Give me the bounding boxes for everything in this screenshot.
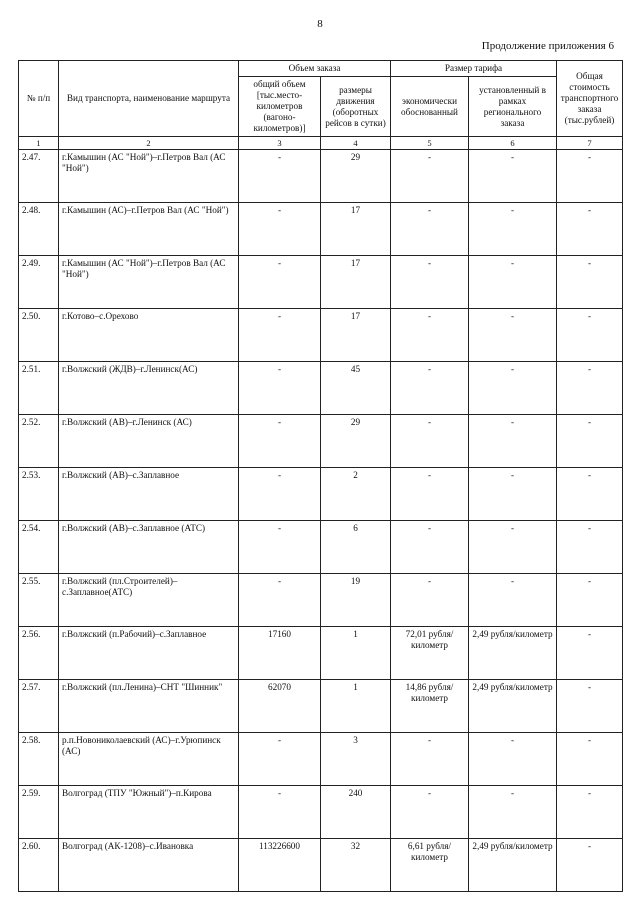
set-tariff: - [469, 362, 557, 415]
route-name: Волгоград (ТПУ "Южный")–п.Кирова [59, 786, 239, 839]
total-volume: 62070 [239, 680, 321, 733]
econ-tariff: - [391, 256, 469, 309]
total-volume: - [239, 309, 321, 362]
col-index: 7 [557, 137, 623, 150]
table-row [19, 256, 623, 309]
row-number: 2.59. [19, 786, 59, 839]
row-number: 2.50. [19, 309, 59, 362]
movement-size: 3 [321, 733, 391, 786]
header-set-tariff: установленный в рамках регионального заказа [469, 77, 557, 137]
table-row [19, 415, 623, 468]
total-volume: - [239, 150, 321, 203]
set-tariff: - [469, 733, 557, 786]
total-cost: - [557, 627, 623, 680]
movement-size: 29 [321, 150, 391, 203]
row-number: 2.58. [19, 733, 59, 786]
table-row [19, 733, 623, 786]
row-number: 2.49. [19, 256, 59, 309]
movement-size: 2 [321, 468, 391, 521]
total-cost: - [557, 680, 623, 733]
econ-tariff: - [391, 468, 469, 521]
table-body [19, 150, 623, 892]
route-name: Волгоград (АК-1208)–с.Ивановка [59, 839, 239, 892]
table-row [19, 150, 623, 203]
total-cost: - [557, 574, 623, 627]
set-tariff: - [469, 309, 557, 362]
total-volume: 17160 [239, 627, 321, 680]
movement-size: 45 [321, 362, 391, 415]
econ-tariff: - [391, 574, 469, 627]
set-tariff: - [469, 786, 557, 839]
header-tariff-group: Размер тарифа [391, 61, 557, 77]
column-index-row [19, 137, 623, 150]
total-cost: - [557, 733, 623, 786]
econ-tariff: - [391, 786, 469, 839]
table-row [19, 839, 623, 892]
header-total-volume: общий объем [тыс.место-километров (вагоно-километров)] [239, 77, 321, 137]
total-volume: - [239, 203, 321, 256]
total-volume: - [239, 786, 321, 839]
route-name: г.Волжский (АВ)–с.Заплавное (АТС) [59, 521, 239, 574]
col-index: 4 [321, 137, 391, 150]
movement-size: 17 [321, 256, 391, 309]
table-row [19, 627, 623, 680]
header-route: Вид транспорта, наименование маршрута [59, 61, 239, 137]
set-tariff: 2,49 рубля/километр [469, 839, 557, 892]
movement-size: 19 [321, 574, 391, 627]
total-volume: - [239, 256, 321, 309]
econ-tariff: - [391, 733, 469, 786]
table-row [19, 362, 623, 415]
route-name: г.Камышин (АС "Ной")–г.Петров Вал (АС "Ной") [59, 150, 239, 203]
movement-size: 6 [321, 521, 391, 574]
movement-size: 17 [321, 309, 391, 362]
transport-order-table [18, 60, 623, 892]
total-cost: - [557, 150, 623, 203]
total-cost: - [557, 786, 623, 839]
col-index: 2 [59, 137, 239, 150]
movement-size: 1 [321, 627, 391, 680]
econ-tariff: - [391, 362, 469, 415]
set-tariff: - [469, 256, 557, 309]
econ-tariff: - [391, 309, 469, 362]
table-row [19, 680, 623, 733]
table-row [19, 786, 623, 839]
total-cost: - [557, 362, 623, 415]
table-row [19, 309, 623, 362]
table-row [19, 574, 623, 627]
route-name: г.Котово–с.Орехово [59, 309, 239, 362]
route-name: г.Волжский (пл.Ленина)–СНТ "Шинник" [59, 680, 239, 733]
movement-size: 32 [321, 839, 391, 892]
header-econ-tariff: экономически обоснованный [391, 77, 469, 137]
total-cost: - [557, 839, 623, 892]
table-row [19, 203, 623, 256]
set-tariff: - [469, 150, 557, 203]
row-number: 2.56. [19, 627, 59, 680]
econ-tariff: 6,61 рубля/ километр [391, 839, 469, 892]
header-total-cost: Общая стоимость транспортного заказа (тыс.рублей) [557, 61, 623, 137]
col-index: 3 [239, 137, 321, 150]
route-name: г.Волжский (ЖДВ)–г.Ленинск(АС) [59, 362, 239, 415]
total-volume: - [239, 733, 321, 786]
route-name: г.Волжский (п.Рабочий)–с.Заплавное [59, 627, 239, 680]
table-row [19, 521, 623, 574]
set-tariff: - [469, 415, 557, 468]
row-number: 2.57. [19, 680, 59, 733]
route-name: г.Камышин (АС)–г.Петров Вал (АС "Ной") [59, 203, 239, 256]
total-cost: - [557, 468, 623, 521]
row-number: 2.52. [19, 415, 59, 468]
route-name: р.п.Новониколаевский (АС)–г.Урюпинск (АС) [59, 733, 239, 786]
row-number: 2.51. [19, 362, 59, 415]
route-name: г.Камышин (АС "Ной")–г.Петров Вал (АС "Ной") [59, 256, 239, 309]
route-name: г.Волжский (пл.Строителей)–с.Заплавное(АТС) [59, 574, 239, 627]
econ-tariff: 72,01 рубля/ километр [391, 627, 469, 680]
set-tariff: - [469, 574, 557, 627]
col-index: 1 [19, 137, 59, 150]
row-number: 2.48. [19, 203, 59, 256]
econ-tariff: - [391, 415, 469, 468]
movement-size: 1 [321, 680, 391, 733]
table-row [19, 468, 623, 521]
row-number: 2.53. [19, 468, 59, 521]
total-volume: - [239, 415, 321, 468]
set-tariff: - [469, 521, 557, 574]
econ-tariff: 14,86 рубля/ километр [391, 680, 469, 733]
row-number: 2.54. [19, 521, 59, 574]
total-cost: - [557, 203, 623, 256]
total-cost: - [557, 521, 623, 574]
appendix-continuation-title: Продолжение приложения 6 [481, 40, 614, 52]
econ-tariff: - [391, 150, 469, 203]
header-volume-group: Объем заказа [239, 61, 391, 77]
movement-size: 17 [321, 203, 391, 256]
total-volume: - [239, 468, 321, 521]
row-number: 2.55. [19, 574, 59, 627]
row-number: 2.60. [19, 839, 59, 892]
set-tariff: - [469, 203, 557, 256]
movement-size: 29 [321, 415, 391, 468]
total-volume: 113226600 [239, 839, 321, 892]
movement-size: 240 [321, 786, 391, 839]
set-tariff: 2,49 рубля/километр [469, 627, 557, 680]
page-number: 8 [317, 18, 323, 30]
route-name: г.Волжский (АВ)–с.Заплавное [59, 468, 239, 521]
header-movement-size: размеры движения (оборотных рейсов в сутки) [321, 77, 391, 137]
set-tariff: - [469, 468, 557, 521]
econ-tariff: - [391, 521, 469, 574]
total-cost: - [557, 309, 623, 362]
total-cost: - [557, 415, 623, 468]
header-num: № п/п [19, 61, 59, 137]
econ-tariff: - [391, 203, 469, 256]
set-tariff: 2,49 рубля/километр [469, 680, 557, 733]
col-index: 6 [469, 137, 557, 150]
total-volume: - [239, 362, 321, 415]
route-name: г.Волжский (АВ)–г.Ленинск (АС) [59, 415, 239, 468]
total-volume: - [239, 574, 321, 627]
col-index: 5 [391, 137, 469, 150]
total-volume: - [239, 521, 321, 574]
total-cost: - [557, 256, 623, 309]
row-number: 2.47. [19, 150, 59, 203]
